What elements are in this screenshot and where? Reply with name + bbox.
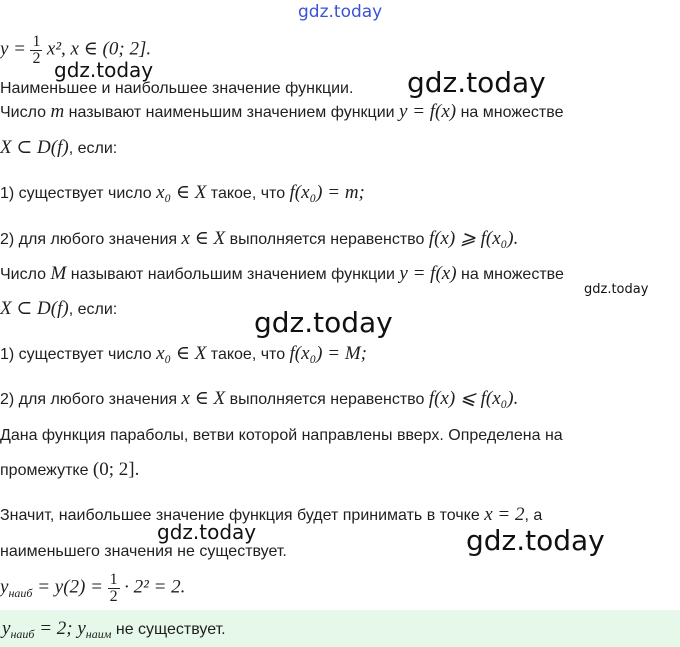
solution-interval: промежутке (0; 2].	[0, 459, 140, 480]
min-definition-set: X ⊂ D(f), если:	[0, 137, 118, 158]
watermark: gdz.today	[407, 66, 546, 99]
solution-paragraph-1: Дана функция параболы, ветви которой направлены вверх. Определена на	[0, 427, 563, 444]
definition-title: Наименьшее и наибольшее значение функции.	[0, 80, 354, 97]
watermark: gdz.today	[466, 524, 605, 557]
task-formula: y = $\frac{1}{2}$ x², x ∈ (0; 2].	[0, 33, 152, 67]
max-definition-intro: Число M называют наибольшим значением функции y = f(x) на множестве	[0, 263, 564, 284]
solution-paragraph-4: наименьшего значения не существует.	[0, 543, 287, 560]
max-condition-2: 2) для любого значения x ∈ X выполняется неравенство f(x) ⩽ f(x₀).	[0, 388, 519, 409]
fraction: $\frac{1}{2}$	[32, 33, 41, 67]
min-definition-intro: Число m называют наименьшим значением функции y = f(x) на множестве	[0, 101, 564, 122]
fraction: $\frac{1}{2}$	[109, 571, 118, 605]
min-condition-2: 2) для любого значения x ∈ X выполняется неравенство f(x) ⩾ f(x₀).	[0, 228, 519, 249]
watermark: gdz.today	[584, 282, 649, 297]
watermark: gdz.today	[157, 520, 257, 544]
watermark: gdz.today	[54, 58, 154, 82]
answer-box	[0, 610, 680, 647]
min-condition-1: 1) существует число x₀ ∈ X такое, что f(x₀) = m;	[0, 182, 365, 203]
solution-calculation: $y_{наиб} = y(2)$ = $\frac{1}{2}$ · 2² = 2.	[0, 571, 186, 605]
answer-text: $y_{наиб} = 2$; $y_{наим}$ не существует.	[2, 618, 226, 642]
watermark: gdz.today	[254, 306, 393, 339]
watermark: gdz.today	[298, 2, 383, 22]
max-condition-1: 1) существует число x₀ ∈ X такое, что f(x₀) = M;	[0, 343, 367, 364]
solution-paragraph-3: Значит, наибольшее значение функция будет принимать в точке x = 2, а	[0, 504, 543, 525]
max-definition-set: X ⊂ D(f), если:	[0, 298, 118, 319]
